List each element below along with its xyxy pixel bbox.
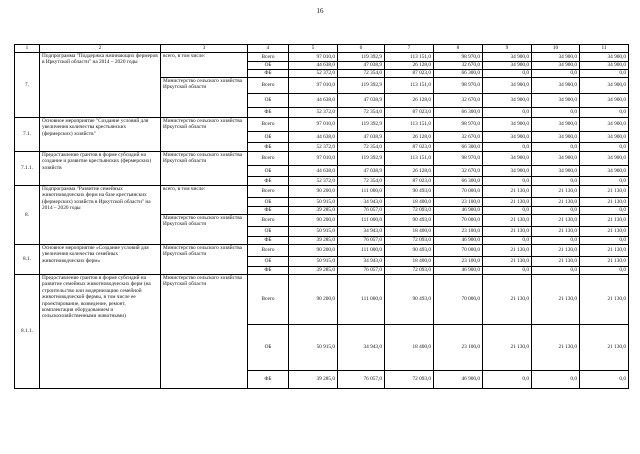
- funding-source: ОБ: [248, 132, 289, 143]
- amount-cell: 46 900,0: [434, 371, 483, 389]
- amount-cell: 44 638,0: [289, 132, 338, 143]
- amount-cell: 21 130,0: [580, 227, 629, 237]
- amount-cell: 113 151,0: [385, 53, 434, 62]
- amount-cell: 26 128,0: [385, 132, 434, 143]
- amount-cell: 70 000,0: [434, 245, 483, 257]
- column-header: 8: [434, 45, 483, 53]
- amount-cell: 119 392,9: [338, 118, 385, 132]
- amount-cell: 111 000,0: [338, 186, 385, 198]
- funding-source: ФБ: [248, 108, 289, 118]
- amount-cell: 97 010,0: [289, 53, 338, 62]
- amount-cell: 44 638,0: [289, 94, 338, 108]
- funding-source: Всего: [248, 186, 289, 198]
- amount-cell: 34 900,0: [483, 132, 532, 143]
- amount-cell: 90 493,0: [385, 215, 434, 227]
- amount-cell: 47 038,9: [338, 166, 385, 177]
- amount-cell: 90 200,0: [289, 186, 338, 198]
- amount-cell: 21 130,0: [580, 325, 629, 371]
- amount-cell: 0,0: [532, 371, 580, 389]
- amount-cell: 34 900,0: [580, 118, 629, 132]
- program-name: Подпрограмма "Поддержка начинающих фермеров в Иркутской области" на 2014 – 2020 годы: [40, 53, 161, 118]
- amount-cell: 21 130,0: [483, 215, 532, 227]
- amount-cell: 97 010,0: [289, 78, 338, 94]
- funding-source: ОБ: [248, 257, 289, 267]
- amount-cell: 34 900,0: [532, 152, 580, 166]
- amount-cell: 23 100,0: [434, 257, 483, 267]
- table-row: [15, 152, 629, 166]
- amount-cell: 0,0: [483, 237, 532, 245]
- amount-cell: 0,0: [483, 371, 532, 389]
- amount-cell: 0,0: [532, 267, 580, 275]
- amount-cell: 72 093,0: [385, 237, 434, 245]
- amount-cell: 97 010,0: [289, 118, 338, 132]
- amount-cell: 21 130,0: [532, 227, 580, 237]
- column-header: 10: [532, 45, 580, 53]
- amount-cell: 72 354,0: [338, 70, 385, 78]
- amount-cell: 72 093,0: [385, 267, 434, 275]
- amount-cell: 0,0: [483, 207, 532, 215]
- column-header-row: [15, 45, 629, 53]
- amount-cell: 87 023,0: [385, 70, 434, 78]
- amount-cell: 52 372,0: [289, 70, 338, 78]
- amount-cell: 72 354,0: [338, 143, 385, 152]
- amount-cell: 66 300,0: [434, 108, 483, 118]
- amount-cell: 66 300,0: [434, 70, 483, 78]
- amount-cell: 34 900,0: [483, 118, 532, 132]
- row-number: 7.1.1.: [15, 152, 40, 186]
- amount-cell: 46 900,0: [434, 267, 483, 275]
- table-row: [15, 275, 629, 325]
- column-header: 4: [248, 45, 289, 53]
- funding-source: ОБ: [248, 94, 289, 108]
- amount-cell: 50 915,0: [289, 227, 338, 237]
- amount-cell: 111 000,0: [338, 245, 385, 257]
- amount-cell: 70 000,0: [434, 215, 483, 227]
- amount-cell: 98 970,0: [434, 118, 483, 132]
- amount-cell: 26 128,0: [385, 94, 434, 108]
- table-row: [15, 186, 629, 198]
- amount-cell: 70 000,0: [434, 186, 483, 198]
- column-header: 2: [40, 45, 161, 53]
- amount-cell: 52 372,0: [289, 108, 338, 118]
- amount-cell: 32 670,0: [434, 166, 483, 177]
- funding-source: Всего: [248, 215, 289, 227]
- amount-cell: 0,0: [580, 70, 629, 78]
- funding-source: Всего: [248, 53, 289, 62]
- amount-cell: 32 670,0: [434, 94, 483, 108]
- amount-cell: 34 943,0: [338, 198, 385, 207]
- amount-cell: 0,0: [580, 207, 629, 215]
- amount-cell: 21 130,0: [483, 257, 532, 267]
- amount-cell: 34 900,0: [532, 62, 580, 70]
- amount-cell: 34 900,0: [532, 78, 580, 94]
- amount-cell: 72 093,0: [385, 371, 434, 389]
- funding-source: ОБ: [248, 166, 289, 177]
- amount-cell: 34 900,0: [532, 166, 580, 177]
- amount-cell: 21 130,0: [483, 186, 532, 198]
- row-number: 8.1.1.: [15, 275, 40, 389]
- executor: Министерство сельского хозяйства Иркутской области: [161, 118, 248, 152]
- amount-cell: 97 010,0: [289, 152, 338, 166]
- amount-cell: 34 900,0: [580, 78, 629, 94]
- amount-cell: 50 915,0: [289, 257, 338, 267]
- funding-source: ФБ: [248, 371, 289, 389]
- amount-cell: 0,0: [532, 177, 580, 186]
- amount-cell: 34 900,0: [580, 53, 629, 62]
- amount-cell: 0,0: [580, 177, 629, 186]
- amount-cell: 46 900,0: [434, 237, 483, 245]
- amount-cell: 34 900,0: [580, 94, 629, 108]
- column-header: 7: [385, 45, 434, 53]
- amount-cell: 0,0: [483, 177, 532, 186]
- row-number: 7.1.: [15, 118, 40, 152]
- amount-cell: 66 300,0: [434, 177, 483, 186]
- column-header: 9: [483, 45, 532, 53]
- amount-cell: 21 130,0: [532, 245, 580, 257]
- amount-cell: 21 130,0: [532, 198, 580, 207]
- amount-cell: 21 130,0: [532, 215, 580, 227]
- amount-cell: 87 023,0: [385, 108, 434, 118]
- amount-cell: 76 057,0: [338, 207, 385, 215]
- column-header: 1: [15, 45, 40, 53]
- amount-cell: 47 038,9: [338, 62, 385, 70]
- amount-cell: 34 900,0: [532, 94, 580, 108]
- funding-source: Всего: [248, 78, 289, 94]
- amount-cell: 0,0: [532, 237, 580, 245]
- amount-cell: 21 130,0: [532, 186, 580, 198]
- amount-cell: 50 915,0: [289, 325, 338, 371]
- executor: всего, в том числе:: [161, 186, 248, 215]
- amount-cell: 34 900,0: [532, 118, 580, 132]
- row-number: 8.: [15, 186, 40, 245]
- amount-cell: 34 900,0: [483, 62, 532, 70]
- amount-cell: 98 970,0: [434, 78, 483, 94]
- amount-cell: 32 670,0: [434, 132, 483, 143]
- amount-cell: 87 023,0: [385, 143, 434, 152]
- funding-source: Всего: [248, 245, 289, 257]
- program-name: Основное мероприятие "Создание условий для увеличения количества крестьянских (фермерских) хозяйств": [40, 118, 161, 152]
- column-header: 11: [580, 45, 629, 53]
- amount-cell: 18 400,0: [385, 198, 434, 207]
- amount-cell: 111 000,0: [338, 275, 385, 325]
- amount-cell: 0,0: [532, 207, 580, 215]
- column-header: 3: [161, 45, 248, 53]
- executor: Министерство сельского хозяйства Иркутской области: [161, 245, 248, 275]
- amount-cell: 119 392,9: [338, 152, 385, 166]
- executor: всего, в том числе:: [161, 53, 248, 78]
- page-number: 16: [316, 7, 324, 15]
- amount-cell: 34 900,0: [580, 62, 629, 70]
- amount-cell: 21 130,0: [580, 257, 629, 267]
- funding-source: Всего: [248, 118, 289, 132]
- funding-source: ФБ: [248, 267, 289, 275]
- amount-cell: 21 130,0: [483, 325, 532, 371]
- amount-cell: 0,0: [483, 70, 532, 78]
- funding-source: ФБ: [248, 237, 289, 245]
- amount-cell: 76 057,0: [338, 237, 385, 245]
- amount-cell: 46 900,0: [434, 207, 483, 215]
- amount-cell: 34 900,0: [532, 132, 580, 143]
- amount-cell: 18 400,0: [385, 257, 434, 267]
- amount-cell: 21 130,0: [483, 245, 532, 257]
- amount-cell: 90 200,0: [289, 275, 338, 325]
- funding-source: ФБ: [248, 70, 289, 78]
- amount-cell: 34 900,0: [483, 166, 532, 177]
- amount-cell: 0,0: [580, 108, 629, 118]
- amount-cell: 34 943,0: [338, 325, 385, 371]
- amount-cell: 0,0: [532, 70, 580, 78]
- amount-cell: 0,0: [580, 143, 629, 152]
- amount-cell: 34 900,0: [580, 166, 629, 177]
- amount-cell: 21 130,0: [483, 198, 532, 207]
- amount-cell: 98 970,0: [434, 53, 483, 62]
- amount-cell: 52 372,0: [289, 143, 338, 152]
- executor: Министерство сельского хозяйства Иркутской области: [161, 78, 248, 118]
- program-name: Предоставление грантов в форме субсидий на создание и развитие крестьянских (фермерских) хозяйств: [40, 152, 161, 186]
- table-row: [15, 245, 629, 257]
- amount-cell: 76 057,0: [338, 371, 385, 389]
- program-name: Предоставление грантов в форме субсидий на развитие семейных животноводческих ферм (на строительство или модернизацию семейной животноводческой фермы, в том числе ее проектирование, возведение, ремонт, комплектация оборудованием и сельскохозяйственными животными): [40, 275, 161, 389]
- funding-source: ФБ: [248, 177, 289, 186]
- table-row: [15, 53, 629, 62]
- funding-source: ФБ: [248, 143, 289, 152]
- amount-cell: 90 493,0: [385, 275, 434, 325]
- amount-cell: 21 130,0: [580, 198, 629, 207]
- column-header: 5: [289, 45, 338, 53]
- amount-cell: 34 900,0: [580, 152, 629, 166]
- amount-cell: 0,0: [580, 267, 629, 275]
- amount-cell: 52 372,0: [289, 177, 338, 186]
- amount-cell: 21 130,0: [532, 257, 580, 267]
- row-number: 7.: [15, 53, 40, 118]
- amount-cell: 0,0: [532, 143, 580, 152]
- amount-cell: 66 300,0: [434, 143, 483, 152]
- funding-source: ОБ: [248, 325, 289, 371]
- amount-cell: 87 023,0: [385, 177, 434, 186]
- table-row: [15, 118, 629, 132]
- amount-cell: 21 130,0: [483, 227, 532, 237]
- amount-cell: 113 151,0: [385, 152, 434, 166]
- amount-cell: 18 400,0: [385, 325, 434, 371]
- amount-cell: 44 638,0: [289, 62, 338, 70]
- amount-cell: 0,0: [532, 108, 580, 118]
- amount-cell: 0,0: [580, 371, 629, 389]
- funding-source: ОБ: [248, 227, 289, 237]
- amount-cell: 72 093,0: [385, 207, 434, 215]
- amount-cell: 34 943,0: [338, 257, 385, 267]
- amount-cell: 98 970,0: [434, 152, 483, 166]
- amount-cell: 113 151,0: [385, 118, 434, 132]
- table-body: [15, 45, 629, 389]
- amount-cell: 76 057,0: [338, 267, 385, 275]
- amount-cell: 18 400,0: [385, 227, 434, 237]
- amount-cell: 90 200,0: [289, 215, 338, 227]
- budget-table: [14, 44, 629, 389]
- amount-cell: 47 038,9: [338, 132, 385, 143]
- amount-cell: 39 285,0: [289, 237, 338, 245]
- amount-cell: 21 130,0: [580, 215, 629, 227]
- amount-cell: 23 100,0: [434, 198, 483, 207]
- amount-cell: 0,0: [483, 143, 532, 152]
- amount-cell: 113 151,0: [385, 78, 434, 94]
- amount-cell: 34 900,0: [483, 78, 532, 94]
- amount-cell: 23 100,0: [434, 227, 483, 237]
- amount-cell: 39 285,0: [289, 267, 338, 275]
- executor: Министерство сельского хозяйства Иркутской области: [161, 215, 248, 245]
- amount-cell: 21 130,0: [532, 325, 580, 371]
- amount-cell: 21 130,0: [483, 275, 532, 325]
- amount-cell: 0,0: [580, 237, 629, 245]
- column-header: 6: [338, 45, 385, 53]
- executor: Министерство сельского хозяйства Иркутской области: [161, 152, 248, 186]
- amount-cell: 72 354,0: [338, 177, 385, 186]
- amount-cell: 34 900,0: [483, 53, 532, 62]
- amount-cell: 34 943,0: [338, 227, 385, 237]
- amount-cell: 21 130,0: [580, 245, 629, 257]
- executor: Министерство сельского хозяйства Иркутской области: [161, 275, 248, 389]
- amount-cell: 34 900,0: [580, 132, 629, 143]
- amount-cell: 111 000,0: [338, 215, 385, 227]
- funding-source: ФБ: [248, 207, 289, 215]
- amount-cell: 26 128,0: [385, 166, 434, 177]
- amount-cell: 34 900,0: [483, 94, 532, 108]
- amount-cell: 90 493,0: [385, 186, 434, 198]
- funding-source: Всего: [248, 275, 289, 325]
- amount-cell: 26 128,0: [385, 62, 434, 70]
- amount-cell: 50 915,0: [289, 198, 338, 207]
- amount-cell: 39 285,0: [289, 207, 338, 215]
- amount-cell: 32 670,0: [434, 62, 483, 70]
- amount-cell: 23 100,0: [434, 325, 483, 371]
- amount-cell: 47 038,9: [338, 94, 385, 108]
- amount-cell: 72 354,0: [338, 108, 385, 118]
- amount-cell: 70 000,0: [434, 275, 483, 325]
- amount-cell: 119 392,9: [338, 53, 385, 62]
- program-name: Основное мероприятие «Создание условий для увеличения количества семейных животноводческих ферм»: [40, 245, 161, 275]
- amount-cell: 90 200,0: [289, 245, 338, 257]
- amount-cell: 39 285,0: [289, 371, 338, 389]
- amount-cell: 44 638,0: [289, 166, 338, 177]
- amount-cell: 21 130,0: [580, 275, 629, 325]
- funding-source: Всего: [248, 152, 289, 166]
- amount-cell: 0,0: [483, 267, 532, 275]
- amount-cell: 21 130,0: [580, 186, 629, 198]
- funding-source: ОБ: [248, 62, 289, 70]
- amount-cell: 90 493,0: [385, 245, 434, 257]
- amount-cell: 34 900,0: [532, 53, 580, 62]
- program-name: Подпрограмма "Развитие семейных животноводческих ферм на базе крестьянских (фермерских) хозяйств в Иркутской области" на 2014 – 2020 годы: [40, 186, 161, 245]
- amount-cell: 34 900,0: [483, 152, 532, 166]
- funding-source: ОБ: [248, 198, 289, 207]
- amount-cell: 119 392,9: [338, 78, 385, 94]
- row-number: 8.1.: [15, 245, 40, 275]
- amount-cell: 21 130,0: [532, 275, 580, 325]
- amount-cell: 0,0: [483, 108, 532, 118]
